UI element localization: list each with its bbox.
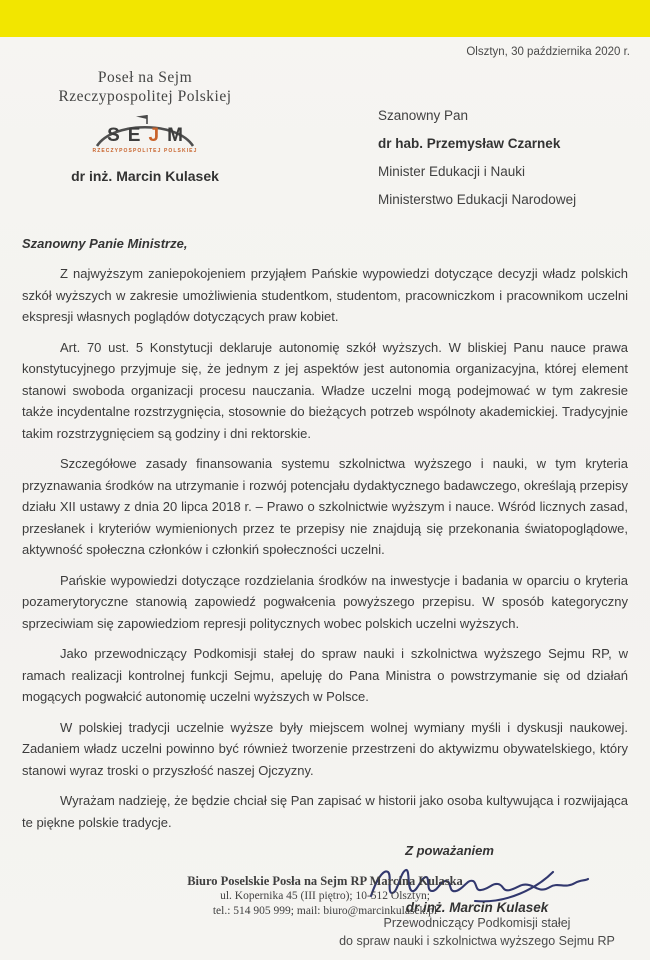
letter-body — [22, 263, 628, 833]
sejm-logo-letters — [90, 126, 200, 146]
recipient-title: Minister Edukacji i Nauki — [378, 164, 526, 179]
footer-contact: tel.: 514 905 999; mail: biuro@marcinkulasek.pl — [212, 904, 438, 917]
signer-name: dr inż. Marcin Kulasek — [405, 900, 549, 915]
signer-title-line-1: Przewodniczący Podkomisji stałej — [383, 916, 571, 930]
sender-name: dr inż. Marcin Kulasek — [71, 168, 219, 184]
sejm-logo — [90, 112, 200, 154]
sejm-logo-subtext: RZECZYPOSPOLITEJ POLSKIEJ — [92, 148, 198, 154]
footer-office-name: Biuro Poselskie Posła na Sejm RP Marcina Kulaska — [187, 874, 463, 888]
signer-title-line-2: do spraw nauki i szkolnictwa wyższego Sejmu RP — [339, 933, 615, 948]
yellow-accent-bar — [0, 0, 650, 37]
logo-letter-s: S — [107, 125, 120, 146]
date-line: Olsztyn, 30 października 2020 r. — [466, 46, 630, 58]
logo-letter-j: J — [148, 125, 160, 146]
paragraph-7: Wyrażam nadzieję, że będzie chciał się Pan zapisać w historii jako osoba kultywująca i rozwijająca te piękne polskie tradycje. — [22, 793, 628, 830]
paragraph-2: Art. 70 ust. 5 Konstytucji deklaruje autonomię szkół wyższych. W bliskiej Panu nauce prawa konstytucyjnego przyjmuje się, że jednym z jej aspektów jest autonomia organizacyjna, której element stanowi swoboda organizacji procesu nauczania. Władze uczelni mogą podejmować w tym zakresie także incydentalne rozstrzygnięcia, stosownie do bieżących potrzeb wspólnoty akademickiej. Tradycyjnie takim rozstrzygnięciem są godziny i dni rektorskie. — [22, 339, 628, 441]
paragraph-5: Jako przewodniczący Podkomisji stałej do spraw nauki i szkolnictwa wyższego Sejmu RP, w ramach realizacji kontrolnej funkcji Sejmu, apeluję do Pana Ministra o powstrzymanie się od działań mogących pogwałcić autonomię uczelni wyższych w Polsce. — [22, 646, 628, 704]
sender-block — [20, 64, 270, 214]
footer-address: ul. Kopernika 45 (III piętro); 10-512 Olsztyn; — [220, 890, 430, 902]
paragraph-3: Szczegółowe zasady finansowania systemu szkolnictwa wyższego i nauki, w tym kryteria przyznawania środków na utrzymanie i rozwój potencjału dydaktycznego badawczego, określają przepisy działu XII ustawy z dnia 20 lipca 2018 r. – Prawo o szkolnictwie wyższym i nauce. Wśród licznych zasad, przesłanek i kryteriów wymienionych przez te przepisy nie znajdują się przekonania światopoglądowe, aktywność społeczna członków i członkiń społeczności uczelni. — [22, 456, 628, 557]
recipient-salutation: Szanowny Pan — [378, 108, 469, 123]
recipient-institution: Ministerstwo Edukacji Narodowej — [378, 192, 577, 207]
paragraph-4: Pańskie wypowiedzi dotyczące rozdzielania środków na inwestycje i badania w oparciu o kryteria pozamerytoryczne stanowią zapowiedź pogwałcenia powyższego przepisu. W sposób kategoryczny sprzeciwiam się zapowiedziom represji politycznych wobec polskich uczelni wyższych. — [22, 572, 628, 631]
office-footer — [0, 874, 650, 918]
paragraph-1: Z najwyższym zaniepokojeniem przyjąłem Pańskie wypowiedzi dotyczące decyzji władz polskich szkół wyższych w zakresie umożliwienia studentkom, studentom, pracowniczkom i pracownikom uczelni ekspresji własnych poglądów dotyczących praw kobiet. — [22, 266, 628, 324]
paragraph-6: W polskiej tradycji uczelnie wyższe były miejscem wolnej wymiany myśli i dyskusji naukowej. Zadaniem władz uczelni powinno być również tworzenie przestrzeni do aktywizmu obywatelskiego, który stanowi wyraz troski o przyszłość naszej Ojczyzny. — [22, 719, 628, 778]
logo-letter-e: E — [127, 125, 141, 146]
sender-line-2: Rzeczypospolitej Polskiej — [58, 88, 232, 105]
letter-header — [0, 58, 650, 214]
valediction: Z poważaniem — [405, 843, 494, 858]
logo-letter-m: M — [167, 125, 183, 146]
sender-line-1: Poseł na Sejm — [97, 69, 193, 86]
recipient-block — [378, 64, 630, 214]
letter-greeting: Szanowny Panie Ministrze, — [22, 236, 188, 251]
recipient-name: dr hab. Przemysław Czarnek — [378, 136, 561, 151]
